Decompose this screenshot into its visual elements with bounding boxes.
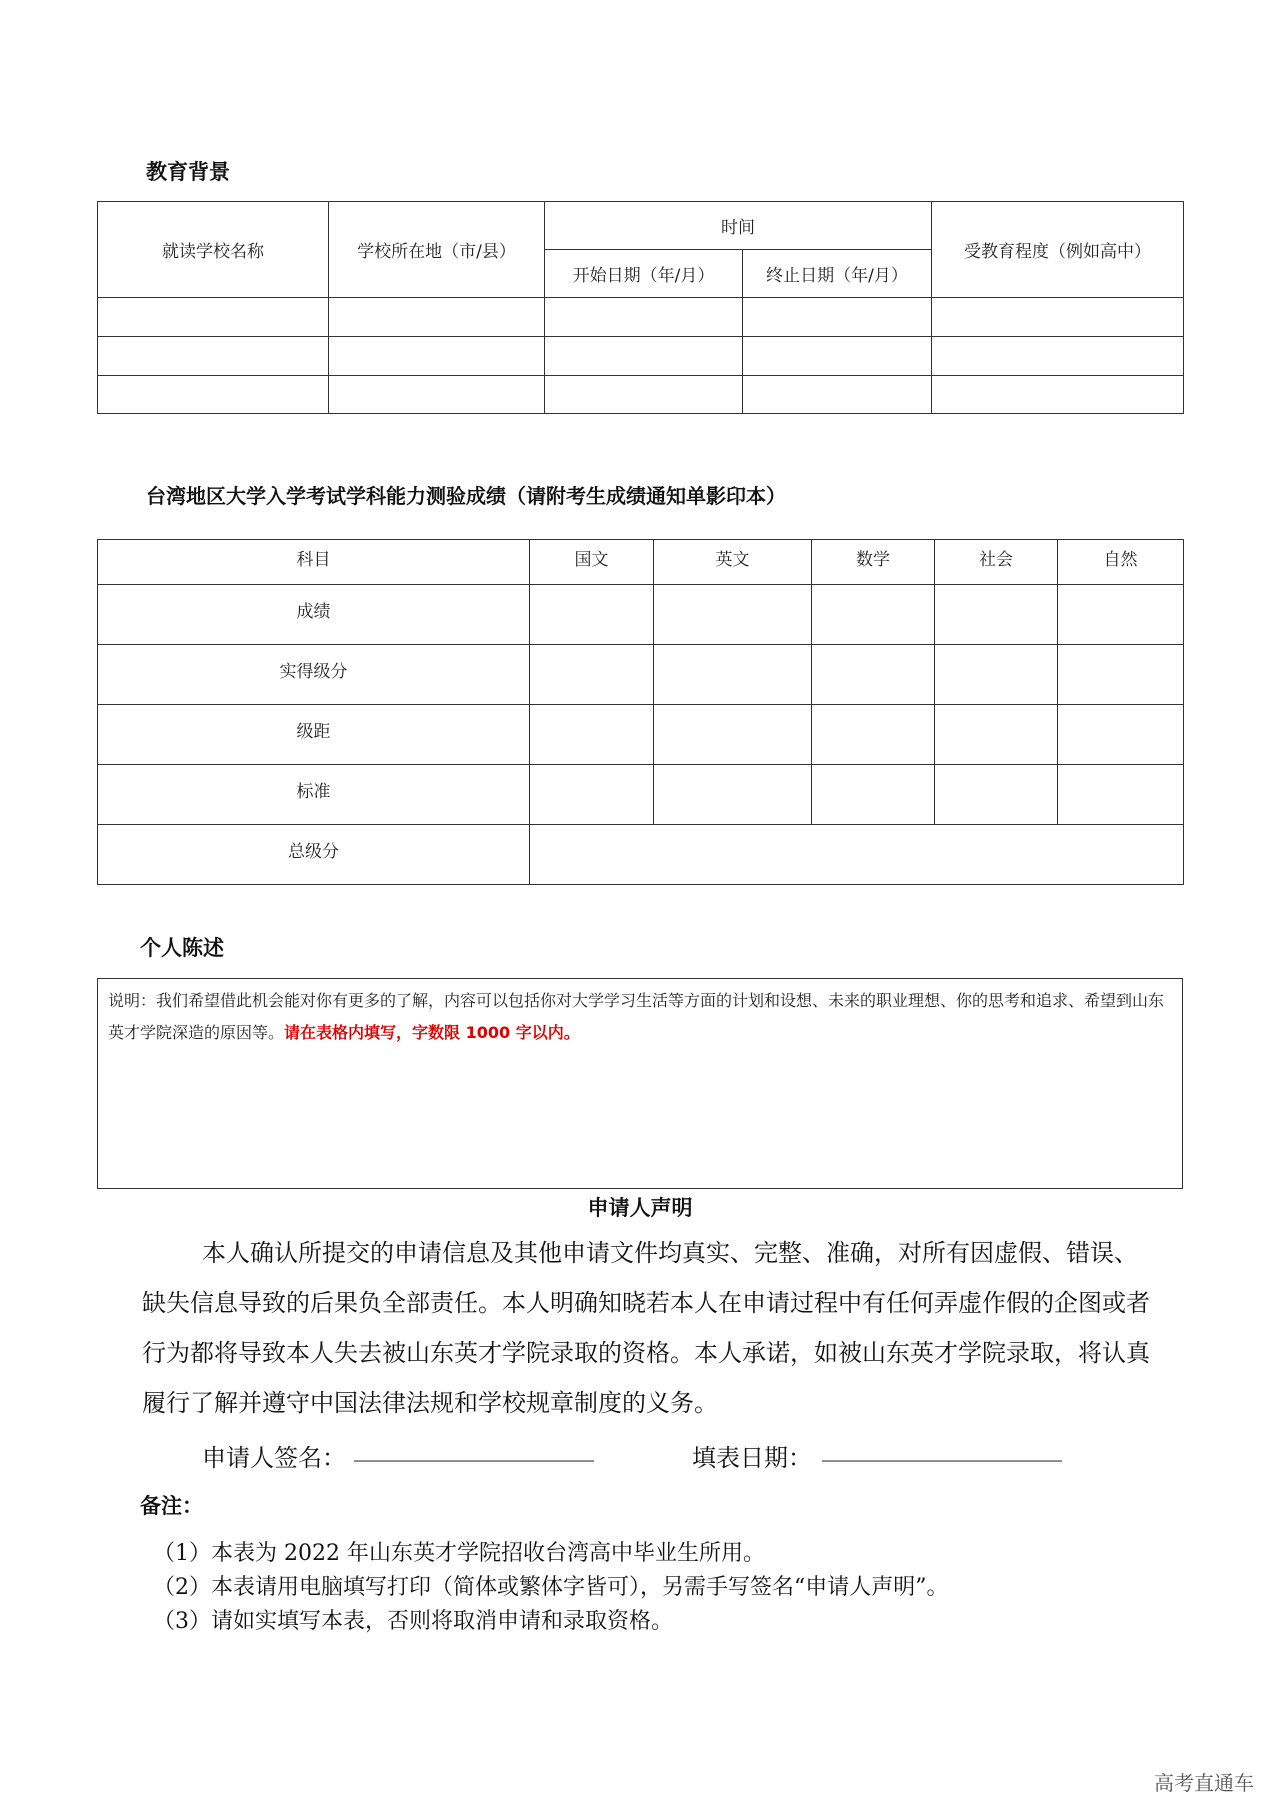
scores-title: 台湾地区大学入学考试学科能力测验成绩（请附考生成绩通知单影印本） [146, 484, 786, 508]
cell-input[interactable] [812, 765, 935, 825]
note-item-1: （1）本表为 2022 年山东英才学院招收台湾高中毕业生所用。 [153, 1541, 765, 1566]
cell-input[interactable] [1058, 585, 1184, 645]
education-title: 教育背景 [146, 160, 230, 184]
cell-input[interactable] [329, 376, 545, 414]
cell-input[interactable] [654, 765, 812, 825]
col-end-date: 终止日期（年/月） [743, 250, 932, 298]
subject-header: 科目 [98, 540, 530, 585]
signature-label: 申请人签名： [202, 1444, 346, 1472]
table-row [98, 298, 1184, 337]
notes-title: 备注： [140, 1494, 203, 1518]
declaration-title: 申请人声明 [587, 1196, 693, 1220]
signature-line[interactable]: ____________________ [354, 1434, 594, 1462]
cell-input[interactable] [1058, 765, 1184, 825]
cell-input[interactable] [654, 645, 812, 705]
row-label-range: 级距 [98, 705, 530, 765]
cell-input[interactable] [98, 376, 329, 414]
cell-input[interactable] [812, 645, 935, 705]
col-time: 时间 [545, 202, 932, 250]
cell-input[interactable] [935, 705, 1058, 765]
col-school-name: 就读学校名称 [98, 202, 329, 298]
cell-input[interactable] [812, 585, 935, 645]
table-row [98, 337, 1184, 376]
watermark: 高考直通车 [1154, 1771, 1254, 1795]
table-row [98, 376, 1184, 414]
note-item-2: （2）本表请用电脑填写打印（简体或繁体字皆可），另需手写签名“申请人声明”。 [153, 1575, 949, 1600]
cell-input[interactable] [743, 376, 932, 414]
cell-input[interactable] [1058, 705, 1184, 765]
cell-input[interactable] [654, 585, 812, 645]
table-row [98, 585, 1184, 645]
cell-input[interactable] [329, 337, 545, 376]
cell-input[interactable] [743, 298, 932, 337]
subject-english: 英文 [654, 540, 812, 585]
cell-input[interactable] [545, 298, 743, 337]
declaration-text: 本人确认所提交的申请信息及其他申请文件均真实、完整、准确，对所有因虚假、错误、缺失信息导致的后果负全部责任。本人明确知晓若本人在申请过程中有任何弄虚作假的企图或者行为都将导致本人失去被山东英才学院录取的资格。本人承诺，如被山东英才学院录取，将认真履行了解并遵守中国法律法规和学校规章制度的义务。 [142, 1239, 1150, 1417]
row-label-score: 成绩 [98, 585, 530, 645]
table-row [98, 765, 1184, 825]
statement-box[interactable] [97, 978, 1183, 1189]
subjects-row [98, 540, 1184, 585]
cell-input[interactable] [654, 705, 812, 765]
statement-title: 个人陈述 [140, 936, 224, 960]
cell-input[interactable] [935, 765, 1058, 825]
row-label-standard: 标准 [98, 765, 530, 825]
education-table [97, 201, 1184, 414]
date-line[interactable]: ____________________ [822, 1434, 1062, 1462]
cell-input[interactable] [932, 337, 1184, 376]
cell-input[interactable] [98, 337, 329, 376]
cell-input[interactable] [530, 705, 654, 765]
statement-note: 说明：我们希望借此机会能对你有更多的了解，内容可以包括你对大学学习生活等方面的计划和设想、未来的职业理想、你的思考和追求、希望到山东英才学院深造的原因等。 [108, 991, 1165, 1042]
cell-input[interactable] [935, 645, 1058, 705]
subject-social: 社会 [935, 540, 1058, 585]
subject-math: 数学 [812, 540, 935, 585]
col-level: 受教育程度（例如高中） [932, 202, 1184, 298]
cell-input[interactable] [1058, 645, 1184, 705]
cell-input[interactable] [743, 337, 932, 376]
col-start-date: 开始日期（年/月） [545, 250, 743, 298]
row-label-grade: 实得级分 [98, 645, 530, 705]
note-item-3: （3）请如实填写本表，否则将取消申请和录取资格。 [153, 1609, 673, 1634]
scores-table [97, 539, 1184, 885]
table-row [98, 705, 1184, 765]
col-location: 学校所在地（市/县） [329, 202, 545, 298]
cell-input[interactable] [530, 765, 654, 825]
cell-input[interactable] [98, 298, 329, 337]
date-label: 填表日期： [692, 1444, 812, 1472]
cell-input[interactable] [530, 585, 654, 645]
cell-input[interactable] [545, 376, 743, 414]
cell-input[interactable] [329, 298, 545, 337]
table-row [98, 825, 1184, 885]
cell-input[interactable] [935, 585, 1058, 645]
cell-input[interactable] [545, 337, 743, 376]
cell-input[interactable] [530, 825, 1184, 885]
cell-input[interactable] [530, 645, 654, 705]
subject-science: 自然 [1058, 540, 1184, 585]
table-row [98, 645, 1184, 705]
statement-note-limit: 请在表格内填写，字数限 1000 字以内。 [284, 1023, 580, 1042]
cell-input[interactable] [932, 298, 1184, 337]
cell-input[interactable] [932, 376, 1184, 414]
row-label-total: 总级分 [98, 825, 530, 885]
subject-chinese: 国文 [530, 540, 654, 585]
cell-input[interactable] [812, 705, 935, 765]
